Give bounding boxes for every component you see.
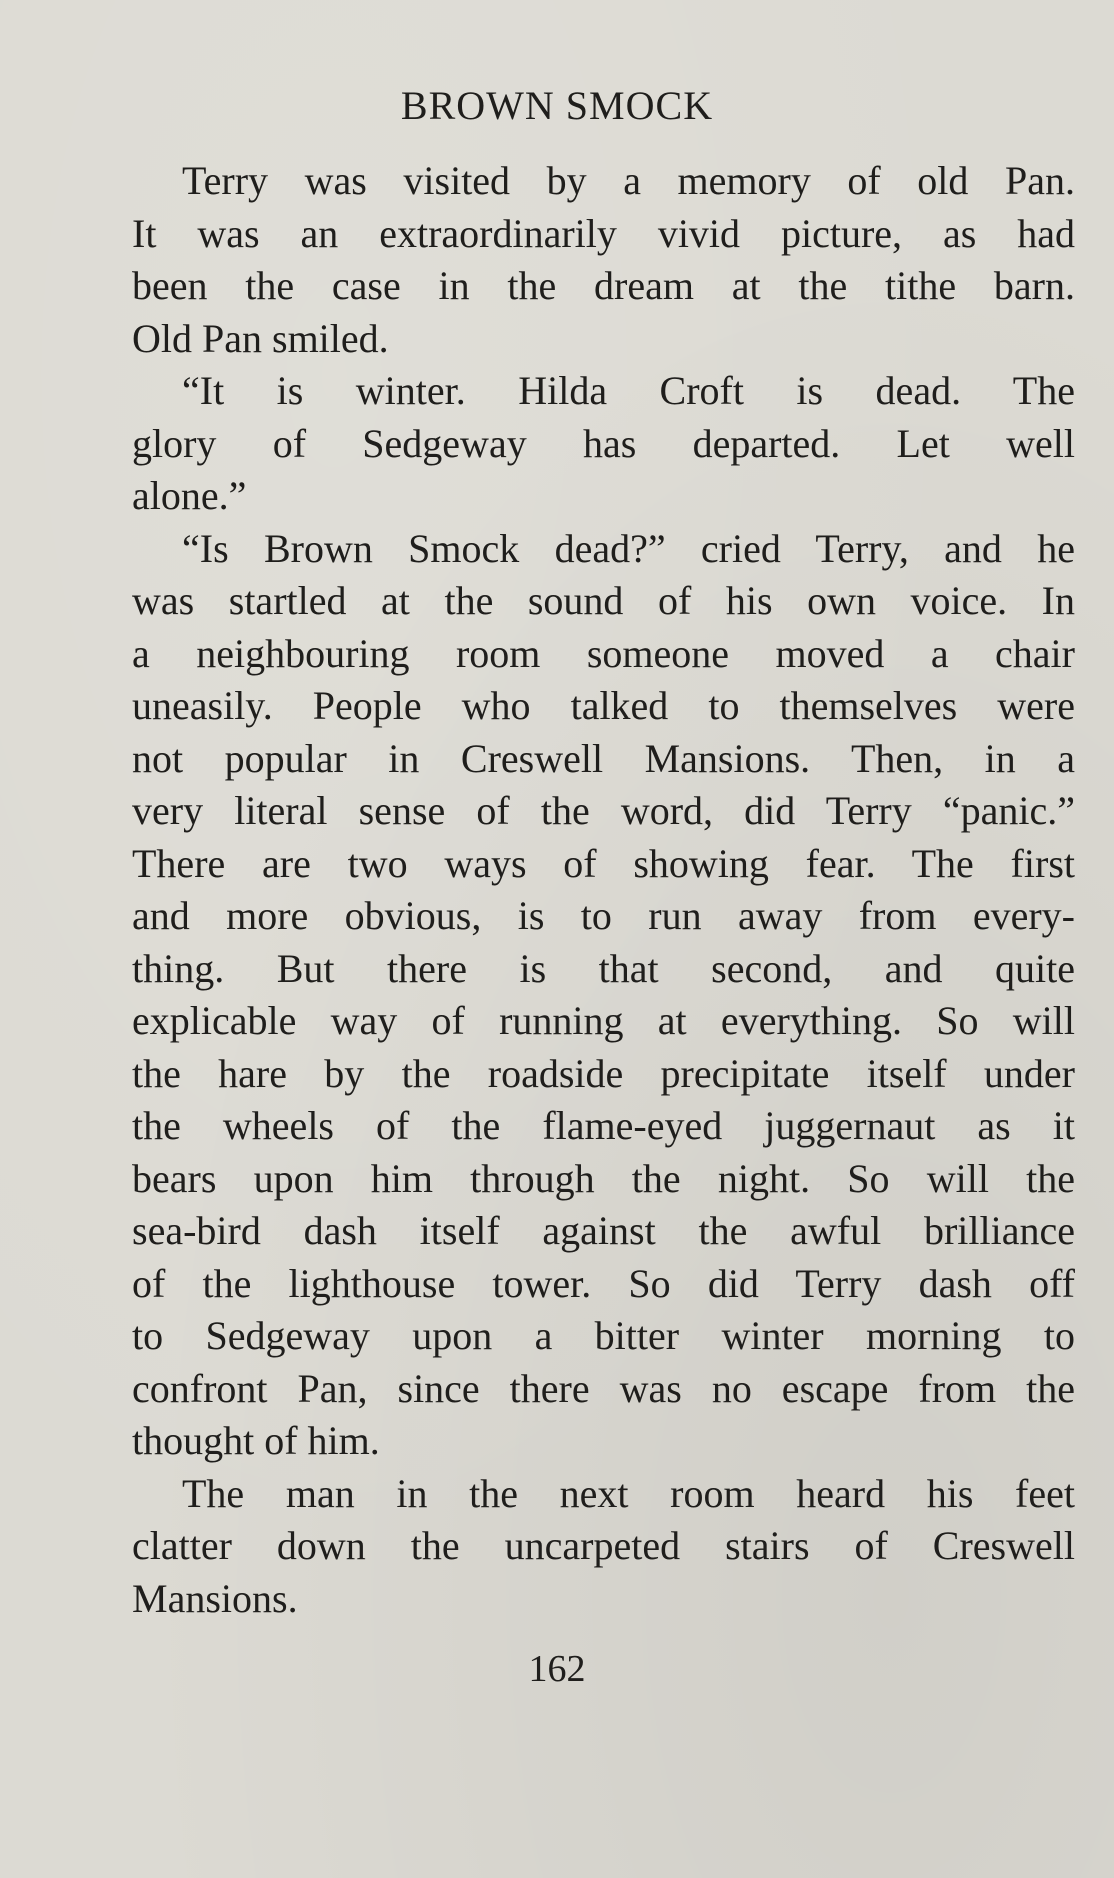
paragraph — [132, 365, 1075, 523]
text-line: to Sedgeway upon a bitter winter morning to — [132, 1313, 1075, 1358]
text-line: alone.” — [132, 473, 247, 518]
text-line: explicable way of running at everything. So will — [132, 998, 1075, 1043]
text-line: clatter down the uncarpeted stairs of Creswell — [132, 1523, 1075, 1568]
body-text — [132, 155, 1075, 1625]
text-line: uneasily. People who talked to themselves were — [132, 683, 1075, 728]
text-line: the hare by the roadside precipitate itself under — [132, 1050, 1075, 1096]
text-line: was startled at the sound of his own voice. In — [132, 578, 1075, 623]
text-line: It was an extraordinarily vivid picture, as had — [132, 210, 1075, 256]
text-line: Terry was visited by a memory of old Pan. — [182, 158, 1075, 203]
text-line: The man in the next room heard his feet — [182, 1470, 1075, 1516]
text-line: “Is Brown Smock dead?” cried Terry, and he — [182, 525, 1075, 571]
text-line: thought of him. — [132, 1418, 380, 1463]
text-line: Old Pan smiled. — [132, 315, 389, 361]
text-line: Mansions. — [132, 1575, 298, 1621]
text-line: the wheels of the flame-eyed juggernaut as it — [132, 1103, 1075, 1148]
text-line: There are two ways of showing fear. The first — [132, 840, 1075, 886]
page-number: 162 — [528, 1648, 586, 1690]
text-line: glory of Sedgeway has departed. Let well — [132, 420, 1075, 466]
text-line: “It is winter. Hilda Croft is dead. The — [182, 368, 1075, 413]
text-line: bears upon him through the night. So will the — [132, 1155, 1075, 1201]
text-line: a neighbouring room someone moved a chair — [132, 630, 1075, 676]
paragraph — [132, 1468, 1075, 1626]
paragraph — [132, 155, 1075, 365]
running-head: BROWN SMOCK — [400, 83, 714, 128]
text-line: confront Pan, since there was no escape from the — [132, 1365, 1075, 1411]
text-line: very literal sense of the word, did Terry “panic.” — [132, 788, 1075, 833]
text-line: of the lighthouse tower. So did Terry dash off — [132, 1260, 1075, 1306]
text-line: not popular in Creswell Mansions. Then, in a — [132, 735, 1075, 781]
text-line: sea-bird dash itself against the awful brilliance — [132, 1208, 1075, 1253]
paragraph — [132, 523, 1075, 1468]
text-line: and more obvious, is to run away from every- — [132, 893, 1075, 938]
text-line: been the case in the dream at the tithe barn. — [132, 263, 1075, 308]
text-line: thing. But there is that second, and quite — [132, 945, 1075, 991]
